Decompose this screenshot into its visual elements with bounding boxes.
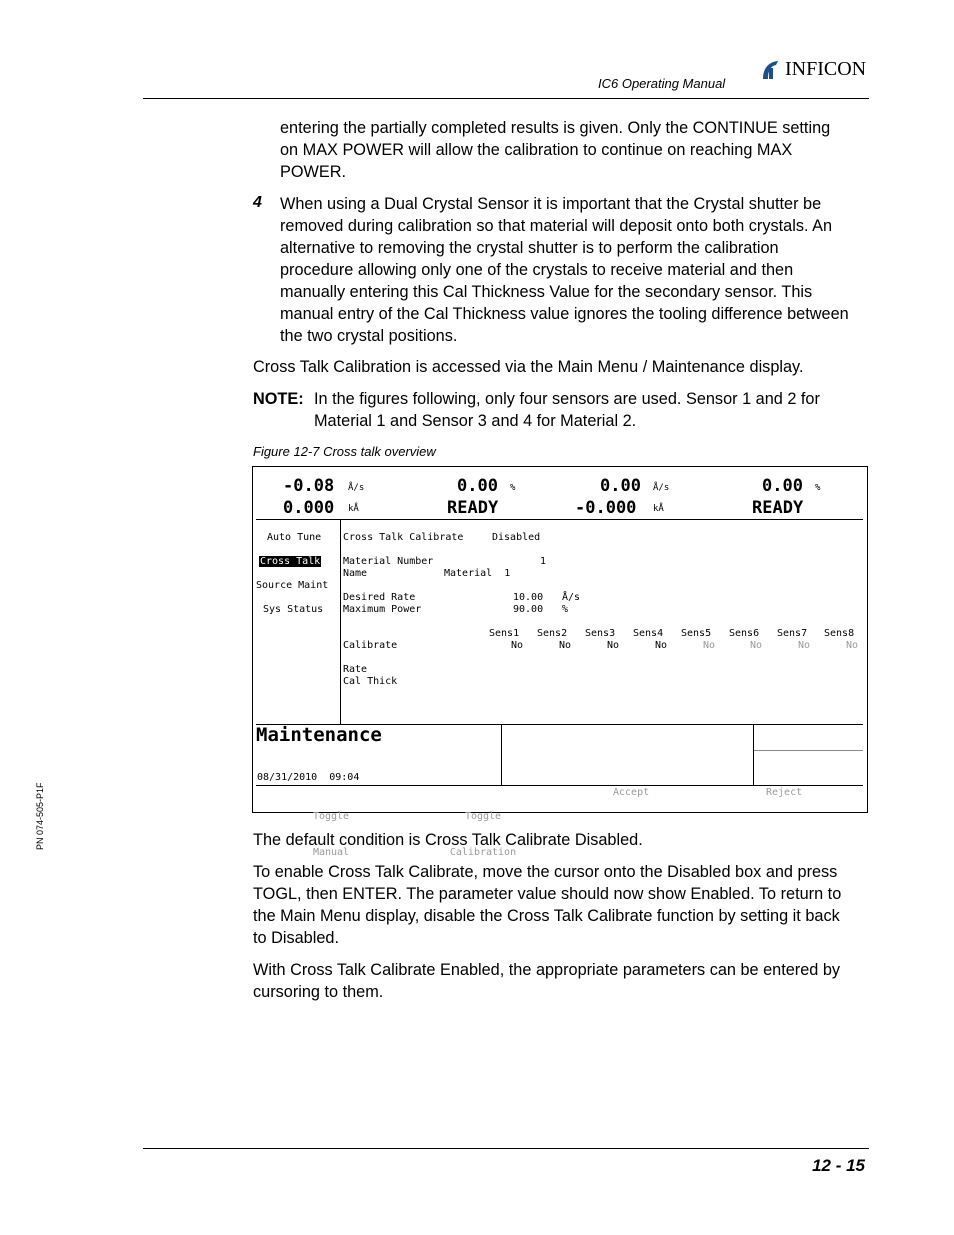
note-label: NOTE: xyxy=(253,390,304,408)
calibrate-value[interactable]: No xyxy=(559,640,572,651)
divider xyxy=(753,724,754,785)
text-line: manually entering this Cal Thickness Value for the secondary sensor. This xyxy=(280,283,813,301)
paragraph-with xyxy=(253,959,840,1003)
max-power-value[interactable]: 90.00 xyxy=(513,604,544,615)
softkey-label: Toggle xyxy=(464,811,502,822)
date-time: 08/31/2010 09:04 xyxy=(257,772,360,783)
paragraph-step4 xyxy=(280,193,849,347)
ch4-status: READY xyxy=(752,498,804,518)
text-line: procedure allowing only one of the crystals to receive material and then xyxy=(280,261,794,279)
menu-item-auto-tune[interactable]: Auto Tune xyxy=(267,532,322,543)
divider xyxy=(256,519,863,520)
paragraph-default: The default condition is Cross Talk Calibrate Disabled. xyxy=(253,831,643,849)
logo-text: INFICON xyxy=(785,58,867,80)
text-line: alternative to removing the crystal shutter is to perform the calibration xyxy=(280,239,779,257)
calibrate-value-disabled: No xyxy=(703,640,716,651)
sensor-header: Sens2 xyxy=(537,628,568,639)
ch4-value: 0.00 xyxy=(762,476,803,496)
text-line: TOGL, then ENTER. The parameter value should now show Enabled. To return to xyxy=(253,885,842,903)
ch3-rate: 0.00 xyxy=(600,476,641,496)
calibrate-value[interactable]: No xyxy=(655,640,668,651)
rate-row-label: Rate xyxy=(343,664,368,675)
ch2-value: 0.00 xyxy=(457,476,498,496)
name-label: Name xyxy=(343,568,368,579)
text-line: the two crystal positions. xyxy=(280,327,458,345)
text-line: entering the partially completed results is given. Only the CONTINUE setting xyxy=(280,119,831,137)
ch1-thickness: 0.000 xyxy=(283,498,335,518)
text-line: cursoring to them. xyxy=(253,983,384,1001)
ch3-thickness: -0.000 xyxy=(575,498,637,518)
text-line: removed during calibration so that material will deposit onto both crystals. An xyxy=(280,217,833,235)
text-line: With Cross Talk Calibrate Enabled, the appropriate parameters can be entered by xyxy=(253,961,841,979)
figure-caption: Figure 12-7 Cross talk overview xyxy=(253,444,436,459)
calibrate-label: Calibrate xyxy=(343,640,398,651)
logo-mark-icon xyxy=(760,59,782,81)
calibrate-value-disabled: No xyxy=(846,640,859,651)
ch4-unit: % xyxy=(815,483,821,493)
menu-divider xyxy=(340,519,341,725)
menu-item-source-maint[interactable]: Source Maint xyxy=(256,580,329,591)
ch1-rate: -0.08 xyxy=(283,476,335,496)
sensor-header: Sens5 xyxy=(681,628,712,639)
ch2-unit: % xyxy=(510,483,516,493)
paragraph-access: Cross Talk Calibration is accessed via the Main Menu / Maintenance display. xyxy=(253,358,804,376)
text-line: When using a Dual Crystal Sensor it is important that the Crystal shutter be xyxy=(280,195,822,213)
softkey-label: Manual xyxy=(312,847,350,858)
screen-title: Maintenance xyxy=(256,724,382,746)
desired-rate-unit: Å/s xyxy=(562,592,581,603)
inficon-logo xyxy=(760,58,866,81)
text-line: the Main Menu display, disable the Cross Talk Calibrate function by setting it back xyxy=(253,907,840,925)
cross-talk-value[interactable]: Disabled xyxy=(492,532,541,543)
paragraph-continue xyxy=(280,117,830,183)
paragraph-enable xyxy=(253,861,841,949)
text-line: POWER. xyxy=(280,163,347,181)
ch1-thickness-unit: kÅ xyxy=(348,504,359,514)
calibrate-value[interactable]: No xyxy=(607,640,620,651)
desired-rate-label: Desired Rate xyxy=(343,592,416,603)
cross-talk-label: Cross Talk Calibrate xyxy=(343,532,464,543)
page-number: 12 - 15 xyxy=(812,1156,865,1175)
calibrate-value-disabled: No xyxy=(798,640,811,651)
calibrate-value[interactable]: No xyxy=(511,640,524,651)
text-line: to Disabled. xyxy=(253,929,339,947)
text-line: In the figures following, only four sensors are used. Sensor 1 and 2 for xyxy=(314,390,820,408)
material-number-label: Material Number xyxy=(343,556,434,567)
name-value[interactable]: Material 1 xyxy=(444,568,511,579)
softkey-reject[interactable]: Reject xyxy=(766,787,803,798)
cal-thick-label: Cal Thick xyxy=(343,676,398,687)
softkey-accept[interactable]: Accept xyxy=(613,787,650,798)
note-text xyxy=(314,388,820,432)
sensor-header: Sens7 xyxy=(777,628,808,639)
sensor-header: Sens8 xyxy=(824,628,855,639)
footer-rule xyxy=(143,1148,869,1149)
ch1-rate-unit: Å/s xyxy=(348,483,365,493)
step-number: 4 xyxy=(253,194,262,211)
sensor-header: Sens4 xyxy=(633,628,664,639)
header-rule xyxy=(143,98,869,99)
softkey-label: Toggle xyxy=(312,811,350,822)
text-line: on MAX POWER will allow the calibration to continue on reaching MAX xyxy=(280,141,793,159)
divider xyxy=(256,785,863,786)
menu-item-sys-status[interactable]: Sys Status xyxy=(263,604,324,615)
max-power-unit: % xyxy=(562,604,569,615)
text-line: Material 1 and Sensor 3 and 4 for Material 2. xyxy=(314,412,637,430)
max-power-label: Maximum Power xyxy=(343,604,422,615)
divider xyxy=(501,724,502,785)
part-number-label: PN 074-505-P1F xyxy=(35,782,45,850)
sensor-header: Sens6 xyxy=(729,628,760,639)
ch2-status: READY xyxy=(447,498,499,518)
header-title: IC6 Operating Manual xyxy=(598,76,726,91)
menu-item-cross-talk[interactable]: Cross Talk xyxy=(260,556,321,567)
ch3-rate-unit: Å/s xyxy=(653,483,670,493)
softkey-label: Calibration xyxy=(449,847,517,858)
sensor-header: Sens3 xyxy=(585,628,616,639)
sensor-header: Sens1 xyxy=(489,628,520,639)
calibrate-value-disabled: No xyxy=(750,640,763,651)
text-line: To enable Cross Talk Calibrate, move the cursor onto the Disabled box and press xyxy=(253,863,838,881)
divider xyxy=(754,750,863,751)
ch3-thickness-unit: kÅ xyxy=(653,504,664,514)
text-line: manual entry of the Cal Thickness value ignores the tooling difference between xyxy=(280,305,849,323)
desired-rate-value[interactable]: 10.00 xyxy=(513,592,544,603)
material-number-value[interactable]: 1 xyxy=(540,556,547,567)
